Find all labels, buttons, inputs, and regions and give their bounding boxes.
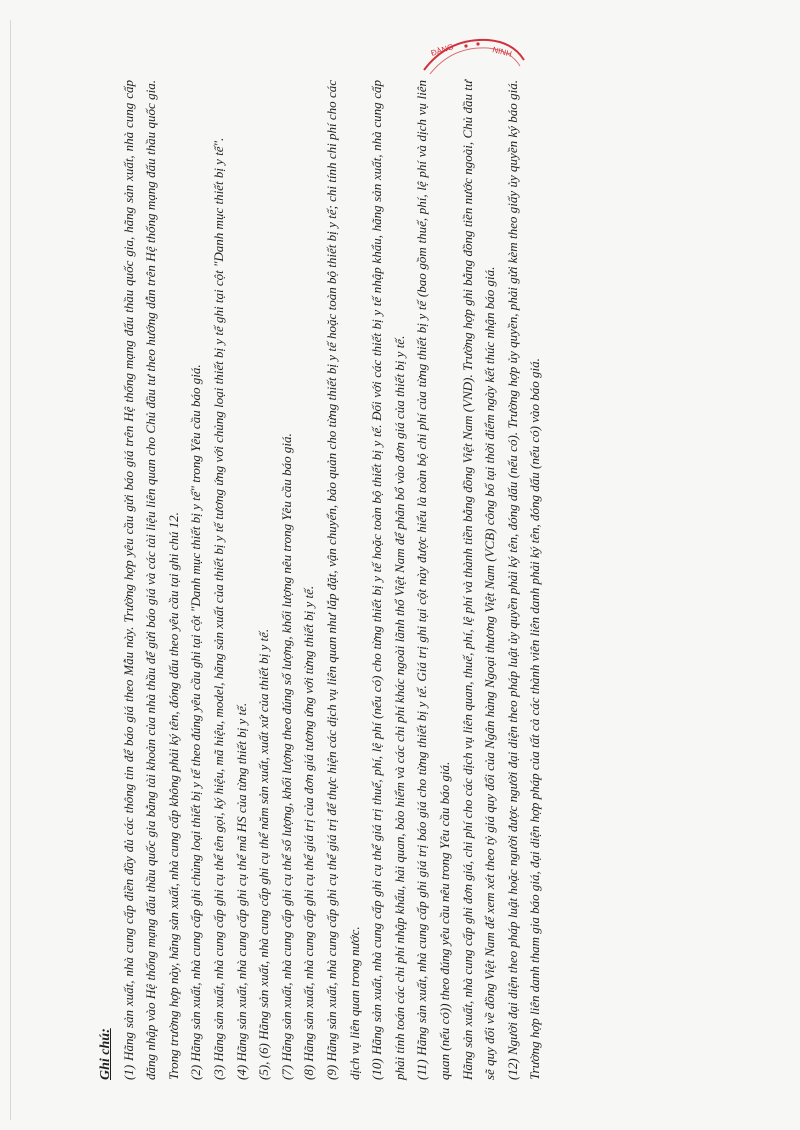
note-5-6: (5), (6) Hãng sản xuất, nhà cung cấp ghi cụ thể năm sản xuất, xuất xứ của thiết bị y tế.	[256, 628, 272, 1080]
note-9: (9) Hãng sản xuất, nhà cung cấp ghi cụ thể giá trị để thực hiện các dịch vụ liên quan như lắp đặt, vận chuyển, bảo quản cho từng thiết bị y tế hoặc toàn bộ thiết bị y tế; chi tính chi phí cho các dịch vụ liên quan trong nước.	[323, 80, 362, 1080]
red-stamp-seal	[418, 30, 528, 76]
svg-text:ĐÀNG: ĐÀNG	[429, 42, 455, 58]
note-8: (8) Hãng sản xuất, nhà cung cấp ghi cụ thể giá trị của đơn giá tương ứng với từng thiết bị y tế.	[301, 585, 317, 1080]
note-3: (3) Hãng sản xuất, nhà cung cấp ghi cụ thể tên gọi, ký hiệu, mã hiệu, model, hãng sản xuất của thiết bị y tế tương ứng với chủng loại thiết bị y tế ghi tại cột "Danh mục thiết bị y tế".	[210, 137, 226, 1080]
note-10: (10) Hãng sản xuất, nhà cung cấp ghi cụ thể giá trị thuế, phí, lệ phí (nếu có) cho từng thiết bị y tế hoặc toàn bộ thiết bị y tế. Đối với các thiết bị y tế nhập khẩu, hãng sản xuất, nhà cung cấp phải tính toán các chi phí nhập khẩu, hải quan, bảo hiểm và các chi phí khác ngoài lãnh thổ Việt Nam để phân bổ vào đơn giá của thiết bị y tế.	[369, 80, 407, 1080]
notes-heading: Ghi chú:	[98, 1028, 113, 1080]
note-1: (1) Hãng sản xuất, nhà cung cấp điền đầy đủ các thông tin để báo giá theo Mẫu này. Trường hợp yêu cầu gửi báo giá trên Hệ thống mạng đấu thầu quốc gia, hãng sản xuất, nhà cung cấp đăng nhập vào Hệ thống mạng đấu thầu quốc gia bằng tài khoản của nhà thầu để gửi báo giá và các tài liệu liên quan cho Chủ đầu tư theo hướng dẫn trên Hệ thống mạng đấu thầu quốc gia. Trong trường hợp này, hãng sản xuất, nhà cung cấp không phải ký tên, đóng dấu theo yêu cầu tại ghi chú 12.	[120, 80, 181, 1080]
note-11-currency: Hãng sản xuất, nhà cung cấp ghi đơn giá, chi phí cho các dịch vụ liên quan, thuế, phí, lệ phí và thành tiền bằng đồng Việt Nam (VND). Trường hợp ghi bằng đồng tiền nước ngoài, Chủ đầu tư sẽ quy đổi về đồng Việt Nam để xem xét theo tỷ giá quy đổi của Ngân hàng Ngoại thương Việt Nam (VCB) công bố tại thời điểm ngày kết thúc nhận báo giá.	[459, 80, 498, 1080]
rotated-notes-block	[95, 80, 755, 1080]
note-11: (11) Hãng sản xuất, nhà cung cấp ghi giá trị báo giá cho từng thiết bị y tế. Giá trị ghi tại cột này được hiểu là toàn bộ chi phí của từng thiết bị y tế (bao gồm thuế, phí, lệ phí và dịch vụ liên quan (nếu có)) theo đúng yêu cầu nêu trong Yêu cầu báo giá.	[414, 80, 452, 1080]
page-edge-line	[10, 20, 11, 1120]
note-7: (7) Hãng sản xuất, nhà cung cấp ghi cụ thể số lượng, khối lượng theo đúng số lượng, khối lượng nêu trong Yêu cầu báo giá.	[278, 433, 294, 1080]
note-12: (12) Người đại diện theo pháp luật hoặc người được người đại diện theo pháp luật ủy quyền phải ký tên, đóng dấu (nếu có). Trường hợp ủy quyền, phải gửi kèm theo giấy ủy quyền ký báo giá. Trường hợp liên danh tham gia báo giá, đại diện hợp pháp của tất cả các thành viên liên danh phải ký tên, đóng dấu (nếu có) vào báo giá.	[504, 80, 543, 1080]
note-2: (2) Hãng sản xuất, nhà cung cấp ghi chủng loại thiết bị y tế theo đúng yêu cầu ghi tại cột "Danh mục thiết bị y tế" trong Yêu cầu báo giá.	[188, 364, 204, 1080]
note-4: (4) Hãng sản xuất, nhà cung cấp ghi cụ thể mã HS của từng thiết bị y tế.	[233, 702, 249, 1080]
svg-text:NINH: NINH	[491, 45, 513, 59]
